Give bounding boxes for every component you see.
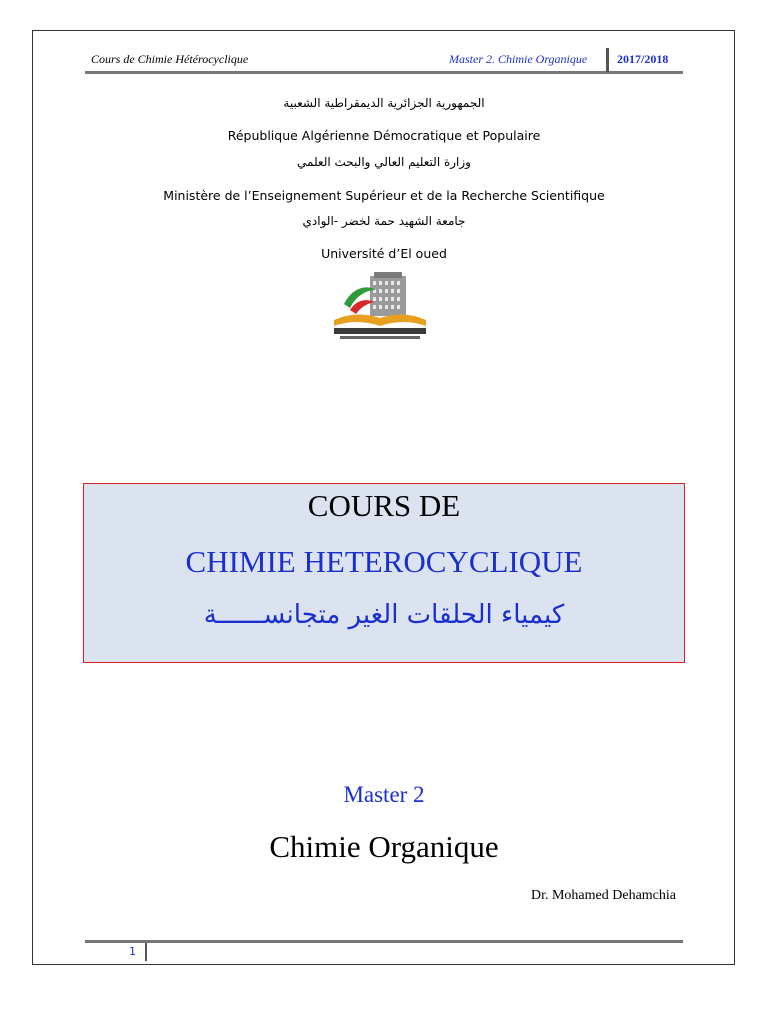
republic-arabic: الجمهورية الجزائرية الديمقراطية الشعبية	[283, 96, 485, 110]
page-number: 1	[129, 945, 136, 958]
running-header	[85, 48, 683, 74]
title-course-name: CHIMIE HETEROCYCLIQUE	[185, 544, 583, 579]
speciality-label: Chimie Organique	[269, 829, 499, 864]
header-separator	[606, 48, 609, 72]
footer-rule	[85, 940, 683, 943]
ministry-arabic: وزارة التعليم العالي والبحث العلمي	[297, 155, 471, 169]
title-box	[83, 483, 685, 663]
author-name: Dr. Mohamed Dehamchia	[530, 888, 676, 903]
ministry-french: Ministère de l’Enseignement Supérieur et de la Recherche Scientifique	[163, 188, 605, 203]
title-arabic: كيمياء الحلقات الغير متجانســــــة	[203, 600, 565, 630]
title-cours-de: COURS DE	[307, 488, 461, 523]
header-year: 2017/2018	[617, 52, 669, 66]
republic-french: République Algérienne Démocratique et Populaire	[227, 128, 541, 143]
header-program: Master 2. Chimie Organique	[449, 52, 588, 66]
university-french: Université d’El oued	[321, 246, 447, 261]
university-arabic: جامعة الشهيد حمة لخضر -الوادي	[302, 214, 466, 228]
university-logo	[330, 270, 430, 346]
header-course-title: Cours de Chimie Hétérocyclique	[91, 52, 249, 66]
logo-book	[334, 314, 426, 326]
footer-separator	[145, 943, 147, 961]
level-label: Master 2	[343, 782, 425, 807]
